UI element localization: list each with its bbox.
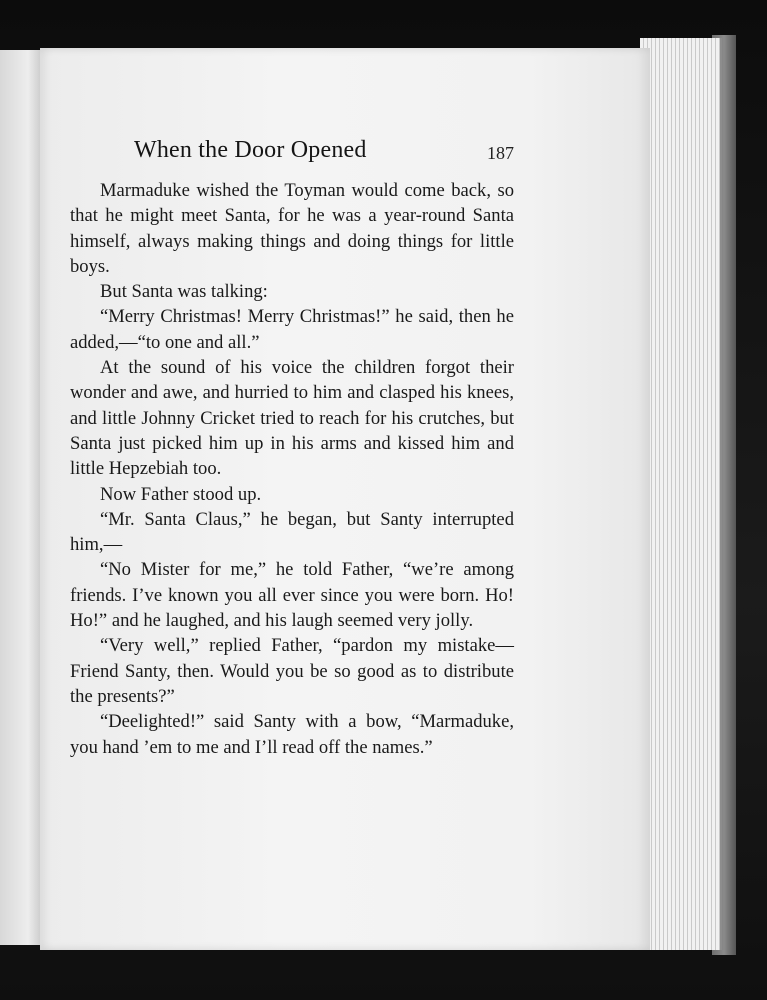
page-number: 187 (487, 143, 514, 163)
paragraph: Now Father stood up. (100, 483, 262, 505)
running-title: When the Door Opened (134, 137, 367, 163)
body-text (70, 178, 514, 760)
paragraph: “Merry Christmas! Merry Christmas!” he said, then he added,—“to one and all.” (70, 306, 514, 353)
paragraph: “Very well,” replied Father, “pardon my mistake—Friend Santy, then. Would you be so good as to distribute the presents?” (70, 635, 514, 707)
paragraph: “Deelighted!” said Santy with a bow, “Marmaduke, you hand ’em to me and I’ll read off the names.” (70, 711, 514, 758)
paragraph: “Mr. Santa Claus,” he began, but Santy interrupted him,— (70, 508, 514, 556)
page-stack-edges (640, 38, 722, 950)
page-header (134, 137, 514, 171)
paragraph: “No Mister for me,” he told Father, “we’re among friends. I’ve known you all ever since you were born. Ho! Ho!” and he laughed, and his laugh seemed very jolly. (70, 559, 514, 632)
paragraph: At the sound of his voice the children forgot their wonder and awe, and hurried to him and clasped his knees, and little Johnny Cricket tried to reach for his crutches, but Santa just picked him up in his arms and kissed him and little Hepzebiah too. (70, 357, 514, 480)
facing-page-edge (0, 50, 41, 945)
paragraph: Marmaduke wished the Toyman would come back, so that he might meet Santa, for he was a year-round Santa himself, always making things and doing things for little boys. (70, 180, 514, 277)
paragraph: But Santa was talking: (100, 281, 268, 303)
